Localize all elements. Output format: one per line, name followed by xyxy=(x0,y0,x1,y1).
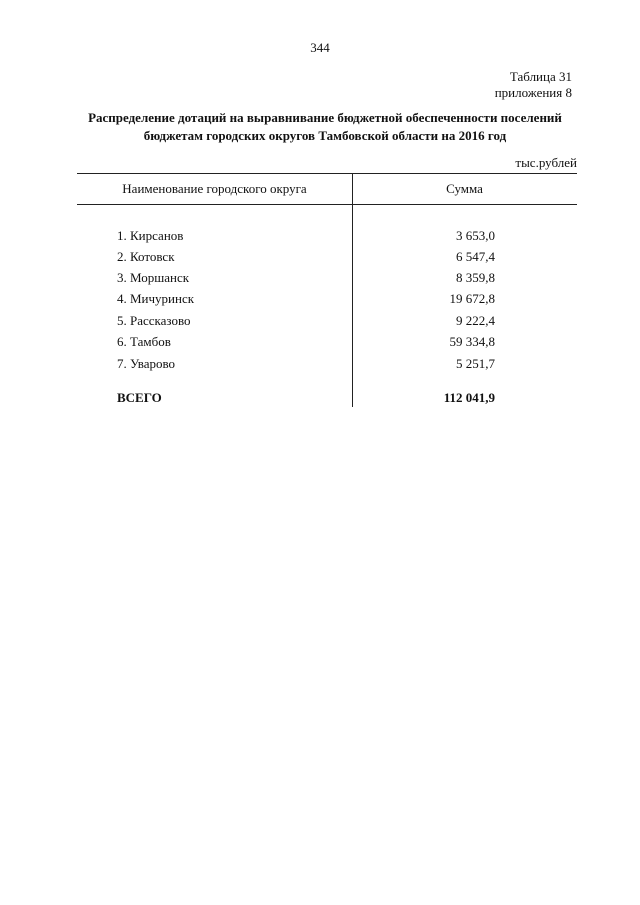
row-value: 3 653,0 xyxy=(456,228,495,243)
row-value: 59 334,8 xyxy=(449,334,495,349)
row-name: 3. Моршанск xyxy=(117,270,190,285)
row-value: 19 672,8 xyxy=(449,291,495,306)
row-value: 9 222,4 xyxy=(456,313,495,328)
row-name: 7. Уварово xyxy=(117,356,176,371)
table-row xyxy=(0,356,640,376)
title-line-1: Распределение дотаций на выравнивание бюджетной обеспеченности поселений xyxy=(88,110,562,125)
table-row xyxy=(0,228,640,248)
table-row xyxy=(0,291,640,311)
column-header-sum: Сумма xyxy=(446,181,483,196)
table-top-border xyxy=(77,173,577,174)
row-name: 2. Котовск xyxy=(117,249,175,264)
row-name: 6. Тамбов xyxy=(117,334,171,349)
row-value: 5 251,7 xyxy=(456,356,495,371)
column-header-name: Наименование городского округа xyxy=(122,181,307,196)
units-label: тыс.рублей xyxy=(515,155,577,170)
row-name: 4. Мичуринск xyxy=(117,291,195,306)
table-row xyxy=(0,313,640,333)
row-name: 5. Рассказово xyxy=(117,313,191,328)
table-number: Таблица 31 xyxy=(509,69,572,84)
table-reference xyxy=(495,69,572,101)
total-value: 112 041,9 xyxy=(443,390,495,405)
appendix-reference: приложения 8 xyxy=(494,85,572,100)
page-number: 344 xyxy=(310,40,330,55)
table-header-border xyxy=(77,204,577,205)
row-value: 6 547,4 xyxy=(456,249,495,264)
table-row xyxy=(0,249,640,269)
row-name: 1. Кирсанов xyxy=(117,228,184,243)
table-row xyxy=(0,270,640,290)
row-value: 8 359,8 xyxy=(456,270,495,285)
title-line-2: бюджетам городских округов Тамбовской области на 2016 год xyxy=(143,128,507,143)
total-label: ВСЕГО xyxy=(117,390,162,405)
table-total-row xyxy=(0,390,640,410)
document-title xyxy=(70,109,580,145)
table-row xyxy=(0,334,640,354)
